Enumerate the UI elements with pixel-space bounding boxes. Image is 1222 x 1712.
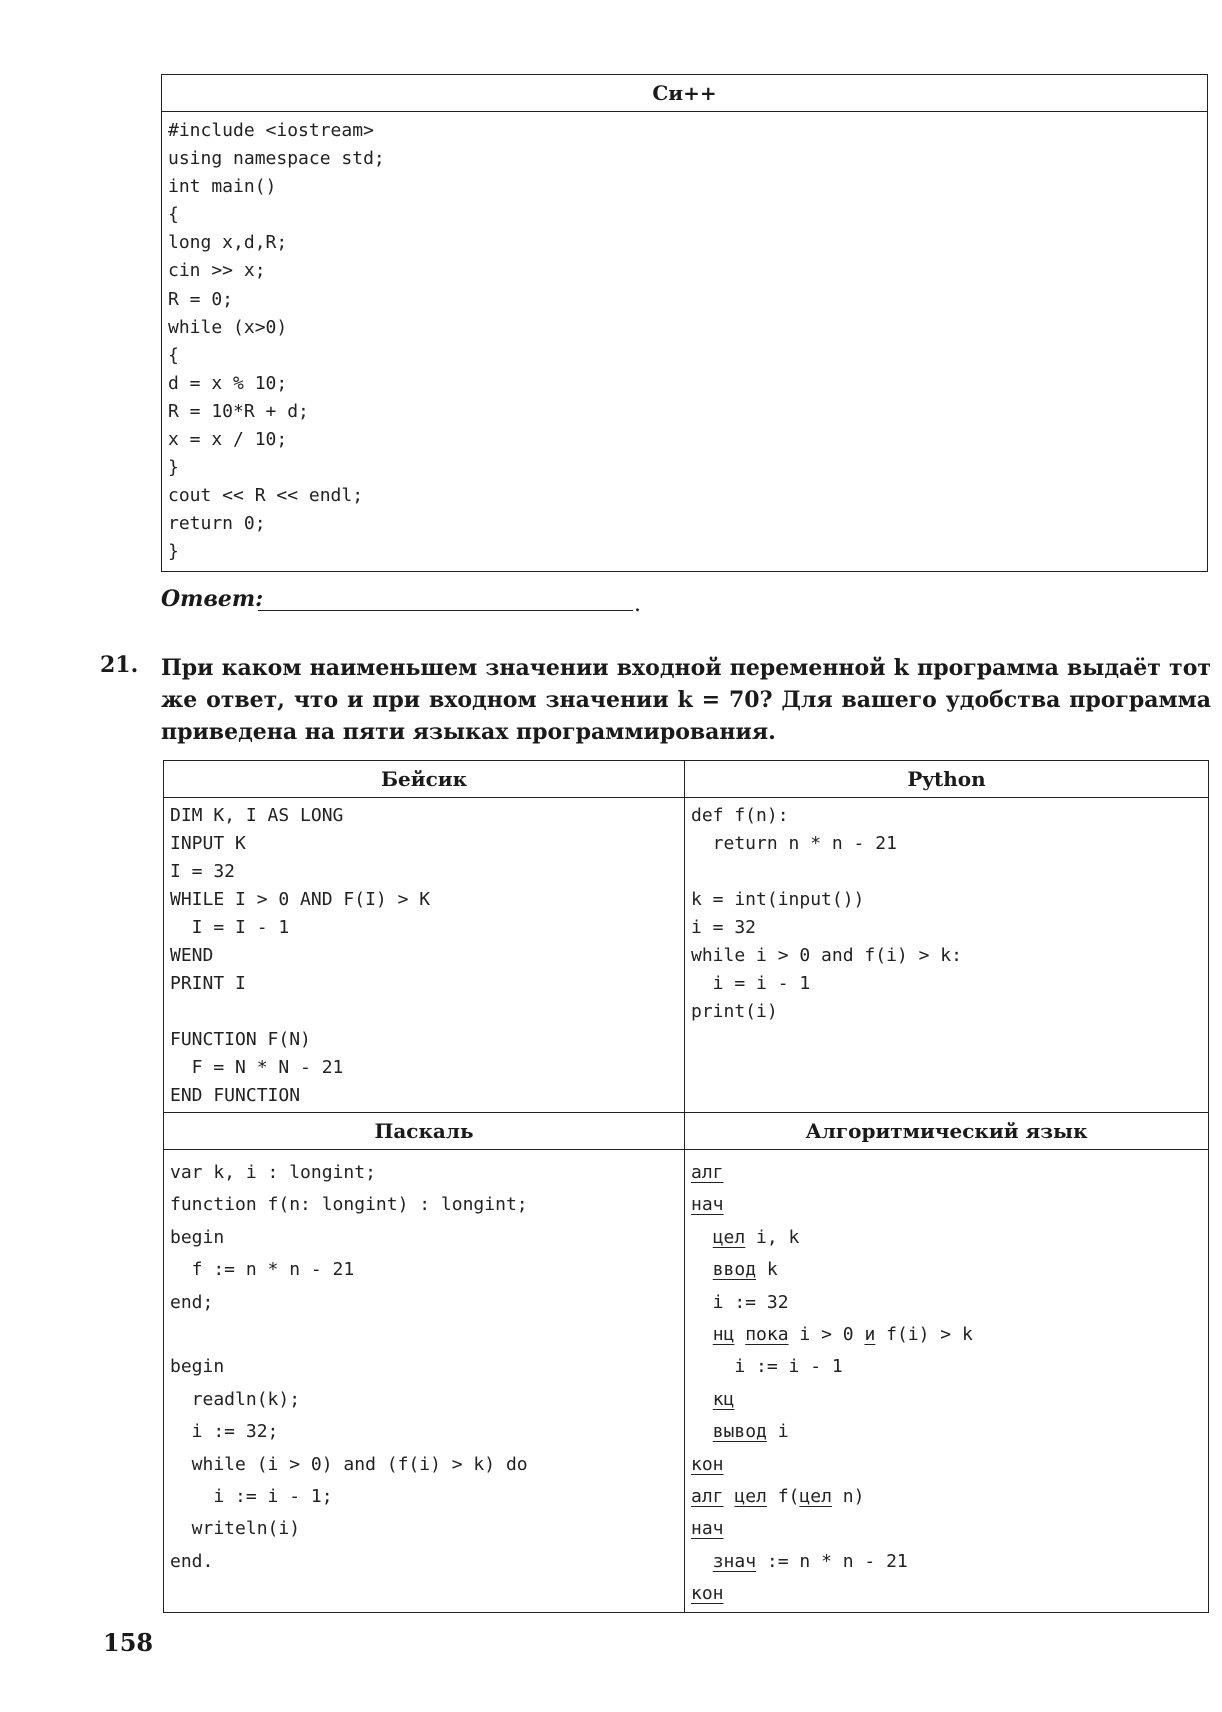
pascal-code: var k, i : longint; function f(n: longint) : longint; begin f := n * n - 21 end; begin readln(k); i := 32; while (i > 0) and (f(i) > k) do i := i - 1; writeln(i) end. [170,1162,528,1572]
algo-keyword: кон [691,1453,724,1475]
cpp-code-table [161,74,1208,572]
algo-keyword: кон [691,1583,724,1605]
algo-line [691,1481,1202,1513]
algo-line [691,1157,1202,1189]
algo-keyword: нач [691,1194,724,1216]
algo-text [691,1324,713,1345]
algo-line [691,1287,1202,1319]
algo-line [691,1513,1202,1545]
algo-text: i, k [745,1226,800,1248]
algo-keyword: алг [691,1162,724,1183]
algo-text [691,1551,713,1572]
algo-text [691,1227,713,1248]
algo-line [691,1384,1202,1416]
python-header: Python [685,761,1209,798]
algo-line [691,1416,1202,1448]
algo-text: i > 0 [788,1323,865,1345]
algo-line [691,1351,1202,1383]
algo-text [724,1486,735,1507]
algo-line [691,1319,1202,1351]
cpp-header: Си++ [162,75,1208,112]
algo-text: n) [831,1485,865,1507]
algo-line [691,1254,1202,1286]
algo-keyword: ввод [712,1259,757,1281]
algo-keyword: кц [712,1388,735,1410]
algo-keyword: цел [799,1485,832,1507]
algo-text: k [756,1259,778,1281]
algo-text [734,1324,745,1345]
answer-label: Ответ: [161,586,264,612]
algo-keyword: нц [712,1323,735,1345]
algo-keyword: пока [745,1323,789,1345]
languages-table [163,760,1209,1613]
algo-text: := n * n - 21 [756,1550,908,1572]
algo-keyword: цел [712,1226,746,1248]
task-number: 21. [100,652,139,678]
algo-text: i := 32 [691,1291,789,1313]
algo-line [691,1449,1202,1481]
cpp-code: #include <iostream> using namespace std; int main() { long x,d,R; cin >> x; R = 0; while (x>0) { d = x % 10; R = 10*R + d; x = x / 10; } cout << R << endl; return 0; } [168,120,385,563]
algo-keyword: нач [691,1518,724,1540]
basic-code: DIM K, I AS LONG INPUT K I = 32 WHILE I > 0 AND F(I) > K I = I - 1 WEND PRINT I FUNCTION F(N) F = N * N - 21 END FUNCTION [170,805,431,1106]
page-number: 158 [103,1628,154,1657]
algo-keyword: алг [691,1485,724,1507]
task-text: При каком наименьшем значении входной переменной k программа выдаёт тот же ответ, что и при входном значении k = 70? Для вашего удобства программа приведена на пяти языках программирования. [161,655,1211,745]
algo-text: f(i) > k [875,1323,973,1345]
algo-line [691,1189,1202,1221]
algo-keyword: и [864,1323,876,1345]
algo-text: i := i - 1 [691,1356,843,1378]
algo-line [691,1546,1202,1578]
algo-text: f( [766,1485,800,1507]
python-code: def f(n): return n * n - 21 k = int(input()) i = 32 while i > 0 and f(i) > k: i = i - 1 print(i) [691,805,962,1022]
algo-keyword: вывод [712,1421,767,1443]
algo-text [691,1389,713,1410]
algo-text [691,1259,713,1280]
pascal-header: Паскаль [164,1113,685,1150]
basic-header: Бейсик [164,761,685,798]
algo-keyword: цел [734,1485,767,1507]
algo-code [685,1150,1208,1612]
algo-line [691,1578,1202,1610]
algo-text: i [766,1421,789,1443]
algo-line [691,1222,1202,1254]
answer-period: . [634,592,641,617]
algo-text [691,1421,713,1442]
algo-keyword: знач [712,1550,757,1572]
algo-header: Алгоритмический язык [685,1113,1209,1150]
answer-blank [258,610,633,611]
